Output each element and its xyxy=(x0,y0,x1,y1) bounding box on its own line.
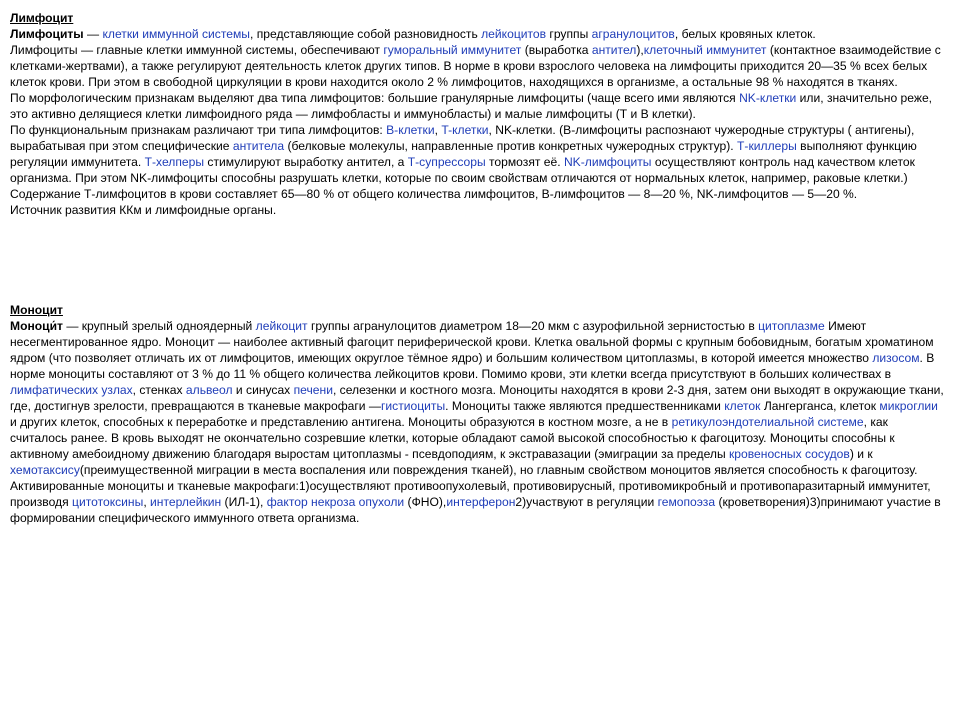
term-link[interactable]: гемопоэза xyxy=(657,495,716,509)
text-run: (выработка xyxy=(521,43,592,57)
text-run: группы агранулоцитов диаметром 18—20 мкм с азурофильной зернистостью в xyxy=(307,319,759,333)
text-run: выполняют функцию регуляции иммунитета. xyxy=(10,139,917,169)
term-link[interactable]: клеток xyxy=(724,399,761,413)
text-run: (ФНО), xyxy=(404,495,447,509)
term-link[interactable]: фактор некроза опухоли xyxy=(266,495,405,509)
term-link[interactable]: кровеносных сосудов xyxy=(729,447,850,461)
text-run: По функциональным признакам различают три типа лимфоцитов: xyxy=(10,123,387,137)
text-run: , представляющие собой разновидность xyxy=(249,27,482,41)
text-run: Лангерганса, клеток xyxy=(760,399,880,413)
text-run: (контактное взаимодействие с клетками-жертвами), а также регулируют деятельность клеток других типов. В норме в крови взрослого человека на лимфоциты приходится 20—35 % всех белых клеток крови. При этом в свободной циркуляции в крови находится около 2 % лимфоцитов, находящихся в организме, а остальные 98 % находятся в тканях. xyxy=(10,43,941,89)
term-link[interactable]: хемотаксису xyxy=(10,463,80,477)
term-link[interactable]: лейкоцитов xyxy=(481,27,547,41)
term-link[interactable]: агранулоцитов xyxy=(591,27,675,41)
text-run: (преимущественной миграции в места воспаления или повреждения тканей), но главным свойством моноцитов является способность к фагоцитозу. Активированные моноциты и тканевые макрофаги:1)осуществляют противоопухолевый, противовирусный, противомикробный и противопаразитарный иммунитет, производя xyxy=(10,463,931,509)
term-link[interactable]: T-клетки xyxy=(441,123,489,137)
text-run: и синусах xyxy=(232,383,294,397)
text-run: По морфологическим признакам выделяют два типа лимфоцитов: большие гранулярные лимфоциты (чаще всего ими являются xyxy=(10,91,740,105)
text-run: , белых кровяных клеток. xyxy=(674,27,816,41)
text-run: (кроветворения)3)принимают участие в формировании специфического иммунного ответа организма. xyxy=(10,495,941,525)
term-link[interactable]: B-клетки xyxy=(386,123,435,137)
lymphocyte-title: Лимфоцит xyxy=(10,11,74,25)
term-link[interactable]: Т-супрессоры xyxy=(407,155,486,169)
paragraph xyxy=(10,318,944,526)
term-link[interactable]: лизосом xyxy=(872,351,920,365)
term-link[interactable]: лимфатических узлах xyxy=(10,383,133,397)
text-run: Имеют несегментированное ядро. Моноцит — наиболее активный фагоцит периферической крови. Клетка овальной формы с крупным бобовидным, богатым хроматином ядром (что позволяет отличать их от лимфоцитов, имеющих округлое тёмное ядро) и большим количеством цитоплазмы, в которой имеется множество xyxy=(10,319,934,365)
monocyte-section xyxy=(10,302,944,526)
text-run: (белковые молекулы, направленные против конкретных чужеродных структур). xyxy=(284,139,738,153)
term-link[interactable]: интерлейкин xyxy=(150,495,222,509)
lymphocyte-section xyxy=(10,10,944,218)
term-link[interactable]: интерферон xyxy=(446,495,516,509)
term-link[interactable]: микроглии xyxy=(879,399,938,413)
text-run: . В норме моноциты составляют от 3 % до 11 % общего количества лейкоцитов крови. Помимо крови, эти клетки всегда присутствуют в больших количествах в xyxy=(10,351,935,381)
text-run: , как считалось ранее. В кровь выходят не окончательно созревшие клетки, которые обладают самой высокой способностью к фагоцитозу. Моноциты способны к активному амебоидному движению благодаря выростам цитоплазмы - псевдоподиям, к экстравазации (эмиграции за пределы xyxy=(10,415,895,461)
paragraph xyxy=(10,42,944,90)
term-link[interactable]: лейкоцит xyxy=(255,319,308,333)
term-link[interactable]: Т-киллеры xyxy=(737,139,797,153)
paragraph xyxy=(10,26,944,42)
term-link[interactable]: цитотоксины xyxy=(72,495,144,509)
term-link[interactable]: гуморальный иммунитет xyxy=(383,43,522,57)
term-link[interactable]: Т-хелперы xyxy=(144,155,205,169)
term-bold: Лимфоциты xyxy=(10,27,84,41)
text-run: — xyxy=(83,27,103,41)
term-link[interactable]: антител xyxy=(591,43,637,57)
term-link[interactable]: NK-клетки xyxy=(739,91,797,105)
term-bold: Моноци́т xyxy=(10,319,63,333)
monocyte-title: Моноцит xyxy=(10,303,63,317)
paragraph xyxy=(10,122,944,202)
paragraph xyxy=(10,90,944,122)
text-run: , стенках xyxy=(132,383,186,397)
text-run: (ИЛ-1), xyxy=(221,495,267,509)
text-run: — крупный зрелый одноядерный xyxy=(62,319,256,333)
text-run: ) и к xyxy=(849,447,873,461)
lymphocyte-body xyxy=(10,26,944,218)
monocyte-body xyxy=(10,318,944,526)
term-link[interactable]: клетки иммунной системы xyxy=(102,27,250,41)
text-run: и других клеток, способных к переработке и представлению антигена. Моноциты образуются в костном мозге, а не в xyxy=(10,415,672,429)
text-run: группы xyxy=(546,27,592,41)
text-run: осуществляют контроль над качеством клеток организма. При этом NK-лимфоциты способны разрушать клетки, которые по своим свойствам отличаются от нормальных клеток, например, раковые клетки.) Содержание Т-лимфоцитов в крови составляет 65—80 % от общего количества лимфоцитов, В-лимфоцитов — 8—20 %, NK-лимфоцитов — 5—20 %. xyxy=(10,155,915,201)
term-link[interactable]: цитоплазме xyxy=(758,319,825,333)
text-run: . Моноциты также являются предшественниками xyxy=(445,399,725,413)
text-run: , селезенки и костного мозга. Моноциты находятся в крови 2-3 дня, затем они выходят в окружающие ткани, где, достигнув зрелости, превращаются в тканевые макрофаги — xyxy=(10,383,944,413)
text-run: ), xyxy=(636,43,644,57)
term-link[interactable]: антитела xyxy=(232,139,285,153)
text-run: стимулируют выработку антител, а xyxy=(204,155,408,169)
text-run: тормозят её. xyxy=(485,155,564,169)
paragraph xyxy=(10,202,944,218)
text-run: , xyxy=(143,495,151,509)
term-link[interactable]: NK-лимфоциты xyxy=(563,155,652,169)
text-run: Лимфоциты — главные клетки иммунной системы, обеспечивают xyxy=(10,43,384,57)
term-link[interactable]: гистиоциты xyxy=(381,399,446,413)
term-link[interactable]: клеточный иммунитет xyxy=(643,43,767,57)
text-run: , NK-клетки. (В-лимфоциты распознают чужеродные структуры ( антигены), вырабатывая при этом специфические xyxy=(10,123,915,153)
text-run: , xyxy=(434,123,442,137)
text-run: 2)участвуют в регуляции xyxy=(515,495,658,509)
term-link[interactable]: ретикулоэндотелиальной системе xyxy=(671,415,864,429)
term-link[interactable]: альвеол xyxy=(185,383,233,397)
text-run: или, значительно реже, это активно делящиеся клетки лимфоидного ряда — лимфобласты и иммунобласты) и малые лимфоциты (Т и В клетки). xyxy=(10,91,933,121)
text-run: Источник развития ККм и лимфоидные органы. xyxy=(10,203,277,217)
term-link[interactable]: печени xyxy=(293,383,333,397)
